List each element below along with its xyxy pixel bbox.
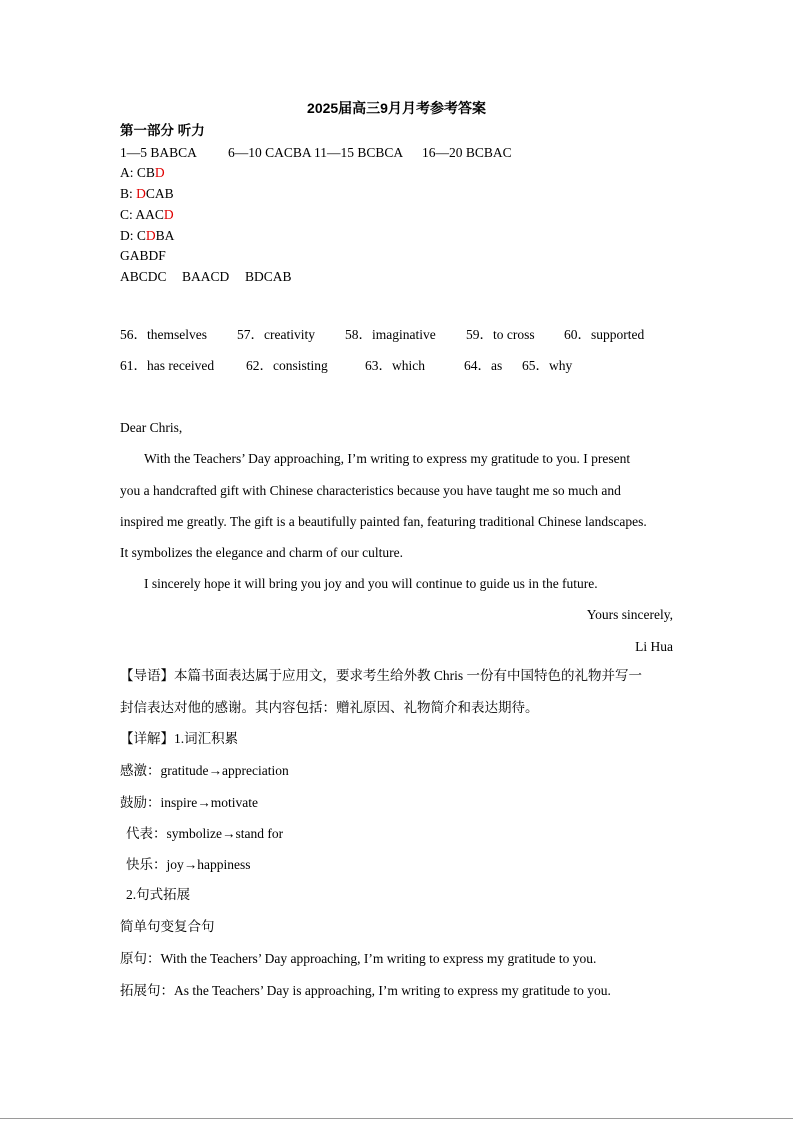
- reading-answer-b: B: DCAB: [120, 186, 174, 201]
- letter-line: inspired me greatly. The gift is a beautifully painted fan, featuring traditional Chinese landscapes.: [120, 514, 647, 529]
- detail-heading: 【详解】1.词汇积累: [120, 731, 239, 746]
- letter-line: It symbolizes the elegance and charm of our culture.: [120, 545, 404, 560]
- expanded-sentence: 拓展句：As the Teachers’ Day is approaching, I’m writing to express my gratitude to you.: [120, 983, 611, 998]
- grammar-item: 64．as: [464, 358, 503, 373]
- vocab-item: 感激：gratitude→appreciation: [120, 763, 289, 778]
- listening-group-2: 6—10 CACBA: [228, 145, 312, 160]
- reading-answer-c: C: AACD: [120, 207, 174, 222]
- grammar-item: 58．imaginative: [345, 327, 436, 342]
- grammar-item: 56．themselves: [120, 327, 207, 342]
- listening-group-3: 11—15 BCBCA: [314, 145, 404, 160]
- vocab-item: 快乐：joy→happiness: [126, 857, 251, 872]
- letter-line: With the Teachers’ Day approaching, I’m writing to express my gratitude to you. I present: [144, 451, 631, 466]
- listening-group-1: 1—5 BABCA: [120, 145, 197, 160]
- cloze-group-1: ABCDC: [120, 269, 167, 284]
- section-heading: 2.句式拓展: [126, 887, 191, 902]
- listening-group-4: 16—20 BCBAC: [422, 145, 512, 160]
- part1-heading: 第一部分 听力: [120, 123, 205, 138]
- guide-line: 封信表达对他的感谢。其内容包括：赠礼原因、礼物简介和表达期待。: [120, 700, 539, 715]
- guide-line: 【导语】本篇书面表达属于应用文，要求考生给外教 Chris 一份有中国特色的礼物并写一: [120, 668, 643, 683]
- vocab-item: 鼓励：inspire→motivate: [120, 795, 258, 810]
- cloze-group-2: BAACD: [182, 269, 230, 284]
- letter-signature: Li Hua: [635, 639, 673, 654]
- grammar-item: 62．consisting: [246, 358, 328, 373]
- page-bottom-rule: [0, 1118, 793, 1119]
- grammar-item: 63．which: [365, 358, 425, 373]
- vocab-item: 代表：symbolize→stand for: [126, 826, 284, 841]
- sub-heading: 简单句变复合句: [120, 919, 215, 934]
- letter-line: I sincerely hope it will bring you joy and you will continue to guide us in the future.: [144, 576, 598, 591]
- reading-answer-a: A: CBD: [120, 165, 165, 180]
- letter-closing: Yours sincerely,: [586, 607, 673, 622]
- seven-choose-five-answers: GABDF: [120, 248, 166, 263]
- grammar-item: 61．has received: [120, 358, 215, 373]
- reading-answer-d: D: CDBA: [120, 228, 175, 243]
- letter-salutation: Dear Chris,: [120, 420, 183, 435]
- page-title: 2025届高三9月月考参考答案: [307, 100, 486, 116]
- grammar-item: 57．creativity: [237, 327, 315, 342]
- grammar-item: 59．to cross: [466, 327, 535, 342]
- cloze-group-3: BDCAB: [245, 269, 292, 284]
- grammar-item: 60．supported: [564, 327, 645, 342]
- grammar-item: 65．why: [522, 358, 573, 373]
- original-sentence: 原句：With the Teachers’ Day approaching, I’m writing to express my gratitude to you.: [120, 951, 597, 966]
- letter-line: you a handcrafted gift with Chinese characteristics because you have taught me so much and: [120, 483, 621, 498]
